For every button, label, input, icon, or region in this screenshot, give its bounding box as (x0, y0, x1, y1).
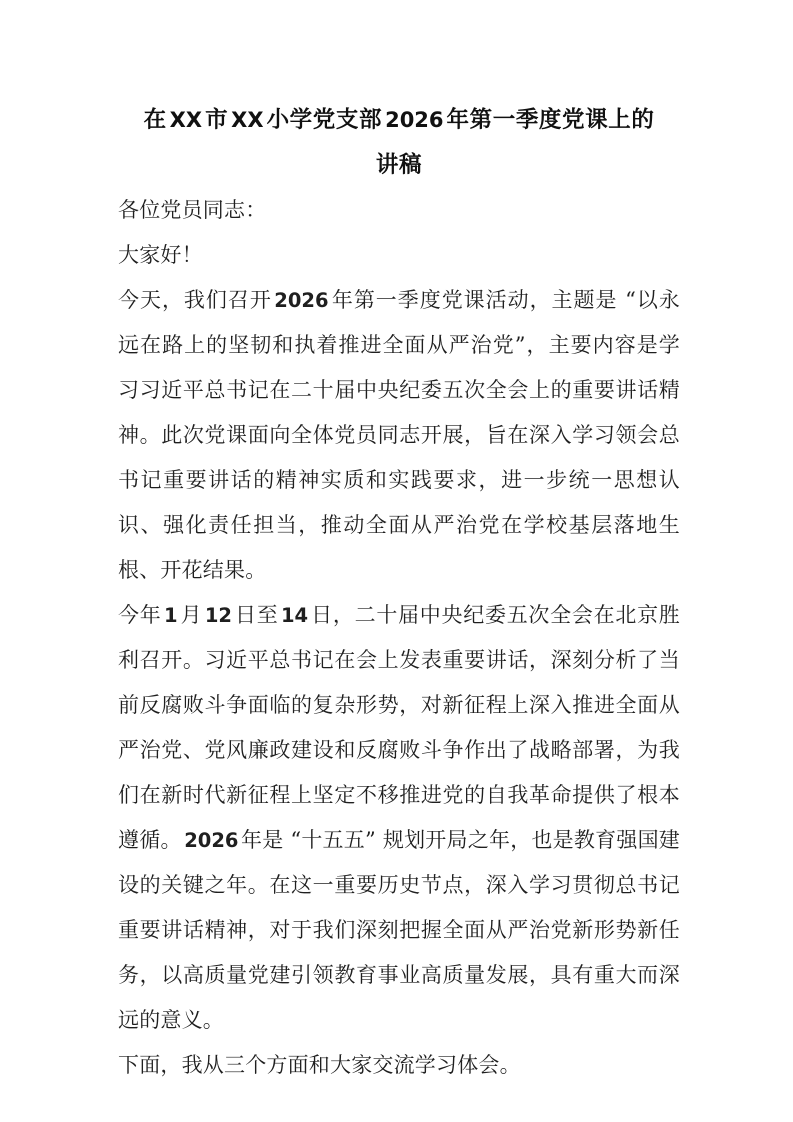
paragraph-one-segment-b: 年第一季度党课活动，主题是 “以永远在路上的坚韧和执着推进全面从严治党”，主要内容是学习习近平总书记在二十届中央纪委五次全会上的重要讲话精神。此次党课面向全体党员同志开展，旨在深入学习领会总书记重要讲话的精神实质和实践要求，进一步统一思想认识、强化责任担当，推动全面从严治党在学校基层落地生根、开花结果。 (118, 288, 680, 582)
title-line-two: 讲稿 (375, 152, 423, 178)
title-segment-organization: 小学党支部 (266, 107, 383, 133)
paragraph-two-segment-e: 年是 “十五五” 规划开局之年，也是教育强国建设的关键之年。在这一重要历史节点，深入学习贯彻总书记重要讲话精神，对于我们深刻把握全面从严治党新形势新任务，以高质量党建引领教育事业高质量发展，具有重大而深远的意义。 (118, 828, 680, 1032)
salutation-paragraph: 各位党员同志： (118, 198, 267, 222)
paragraph-two (118, 593, 680, 1043)
paragraph-two-year: 2026 (184, 829, 239, 852)
paragraph-one (118, 278, 680, 593)
title-segment-prefix: 在 (143, 107, 167, 133)
paragraph-two-day-start: 12 (204, 604, 232, 627)
paragraph-two-segment-b: 月 (180, 603, 203, 627)
paragraph-one-segment-a: 今天，我们召开 (118, 288, 272, 312)
title-placeholder-city: XX (169, 108, 203, 132)
title-year: 2026 (385, 108, 444, 132)
title-segment-suffix: 年第一季度党课上的 (446, 107, 655, 133)
paragraph-two-month: 1 (163, 604, 178, 627)
paragraph-two-segment-a: 今年 (118, 603, 162, 627)
paragraph-two-segment-d: 日，二十届中央纪委五次全会在北京胜利召开。习近平总书记在会上发表重要讲话，深刻分析了当前反腐败斗争面临的复杂形势，对新征程上深入推进全面从严治党、党风廉政建设和反腐败斗争作出了战略部署，为我们在新时代新征程上坚定不移推进党的自我革命提供了根本遵循。 (118, 603, 681, 852)
title-segment-city-suffix: 市 (205, 107, 229, 133)
paragraph-two-segment-c: 日至 (234, 603, 279, 627)
document-title (118, 98, 680, 188)
paragraph-two-day-end: 14 (280, 604, 309, 627)
title-placeholder-school: XX (231, 108, 264, 132)
greeting-paragraph: 大家好！ (118, 243, 203, 267)
document-body (118, 98, 680, 1088)
closing-paragraph: 下面，我从三个方面和大家交流学习体会。 (118, 1053, 521, 1077)
paragraph-one-year: 2026 (274, 289, 329, 312)
